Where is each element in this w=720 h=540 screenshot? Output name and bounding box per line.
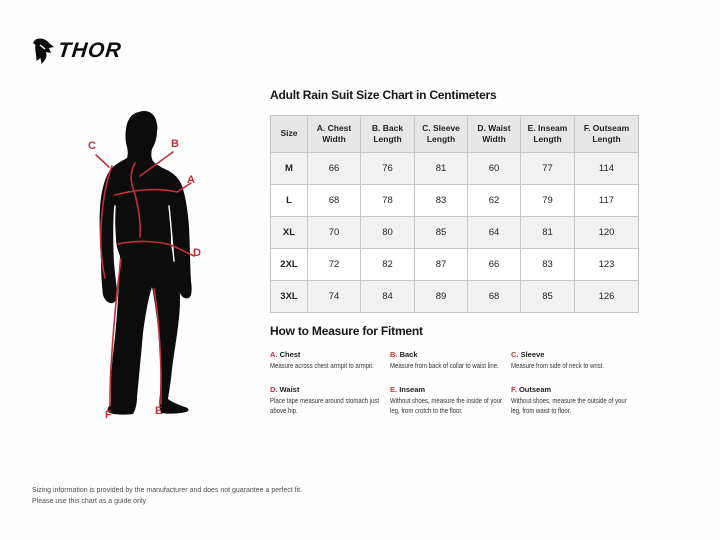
measure-guide-grid [270,350,638,416]
brand-logo-text: THOR [56,39,123,62]
figure-label-e: E [155,405,163,417]
measure-name: Sleeve [520,350,545,359]
measure-item-waist [270,385,390,416]
measure-name: Inseam [399,385,426,395]
measure-name: Back [399,350,418,359]
measure-item-back [390,350,511,371]
measure-name: Waist [279,385,300,395]
value-cell: 82 [361,249,415,281]
value-cell: 62 [468,185,521,217]
size-chart-table [270,115,639,313]
value-cell: 87 [415,249,468,281]
table-header-row [271,116,639,153]
value-cell: 114 [575,153,639,185]
measure-item-label [511,350,638,359]
value-cell: 78 [361,185,415,217]
size-cell: L [271,185,308,217]
measure-name: Chest [279,350,301,359]
col-header-sleeve: C. Sleeve Length [415,116,468,153]
value-cell: 68 [468,281,521,313]
disclaimer-line-2: Please use this chart as a guide only [32,497,147,505]
value-cell: 70 [308,217,361,249]
measure-description: Without shoes, measure the outside of your leg, from waist to floor. [511,396,627,416]
measure-item-outseam [511,385,638,416]
measure-letter: C. [511,350,519,359]
figure-label-c: C [88,140,96,152]
size-cell: 2XL [271,249,308,281]
body-silhouette-graphic [55,75,245,465]
size-chart-title: Adult Rain Suit Size Chart in Centimeters [270,88,497,102]
measure-letter: B. [390,350,398,359]
col-header-size: Size [271,116,308,153]
value-cell: 74 [308,281,361,313]
measure-letter: D. [270,385,278,395]
value-cell: 72 [308,249,361,281]
measure-description: Place tape measure around stomach just above hip. [270,396,380,416]
value-cell: 83 [415,185,468,217]
measure-letter: A. [270,350,278,359]
figure-label-f: F [105,409,112,421]
value-cell: 66 [308,153,361,185]
measure-description: Measure from side of neck to wrist. [511,361,605,370]
disclaimer-line-1: Sizing information is provided by the manufacturer and does not guarantee a perfect fit. [32,487,303,494]
measure-name: Outseam [518,385,552,395]
figure-label-b: B [171,138,179,150]
table-row-xl [271,217,639,249]
table-row-l [271,185,639,217]
value-cell: 89 [415,281,468,313]
value-cell: 83 [521,249,575,281]
value-cell: 120 [575,217,639,249]
value-cell: 66 [468,249,521,281]
value-cell: 85 [415,217,468,249]
value-cell: 81 [415,153,468,185]
measure-item-label [270,350,390,359]
measure-description: Measure across chest armpit to armpit. [270,361,374,370]
col-header-chest: A. Chest Width [308,116,361,153]
measure-item-sleeve [511,350,638,371]
value-cell: 126 [575,281,639,313]
col-header-waist: D. Waist Width [468,116,521,153]
measurement-figure [55,75,245,465]
col-header-back: B. Back Length [361,116,415,153]
measure-item-label [390,350,511,359]
measure-item-inseam [390,385,511,416]
measure-description: Measure from back of collar to waist line. [390,361,499,370]
table-row-2xl [271,249,639,281]
table-row-m [271,153,639,185]
size-cell: XL [271,217,308,249]
measure-item-label [511,385,638,394]
value-cell: 77 [521,153,575,185]
value-cell: 81 [521,217,575,249]
value-cell: 76 [361,153,415,185]
measure-item-label [390,385,511,394]
value-cell: 64 [468,217,521,249]
value-cell: 60 [468,153,521,185]
body-silhouette [100,111,192,415]
chart-content [270,88,638,416]
figure-label-d: D [193,247,201,259]
figure-label-a: A [187,174,195,186]
table-row-3xl [271,281,639,313]
value-cell: 84 [361,281,415,313]
disclaimer [32,486,302,508]
col-header-inseam: E. Inseam Length [521,116,575,153]
value-cell: 80 [361,217,415,249]
value-cell: 79 [521,185,575,217]
value-cell: 68 [308,185,361,217]
size-cell: M [271,153,308,185]
brand-logo [32,38,122,64]
measure-letter: E. [390,385,398,395]
size-cell: 3XL [271,281,308,313]
measure-letter: F. [511,385,517,395]
measure-description: Without shoes, measure the inside of your leg, from crotch to the floor. [390,396,503,416]
thor-goat-icon [32,38,56,64]
value-cell: 117 [575,185,639,217]
measure-guide-title: How to Measure for Fitment [270,324,423,338]
measure-item-label [270,385,390,394]
value-cell: 85 [521,281,575,313]
col-header-outseam: F. Outseam Length [575,116,639,153]
value-cell: 123 [575,249,639,281]
measure-item-chest [270,350,390,371]
